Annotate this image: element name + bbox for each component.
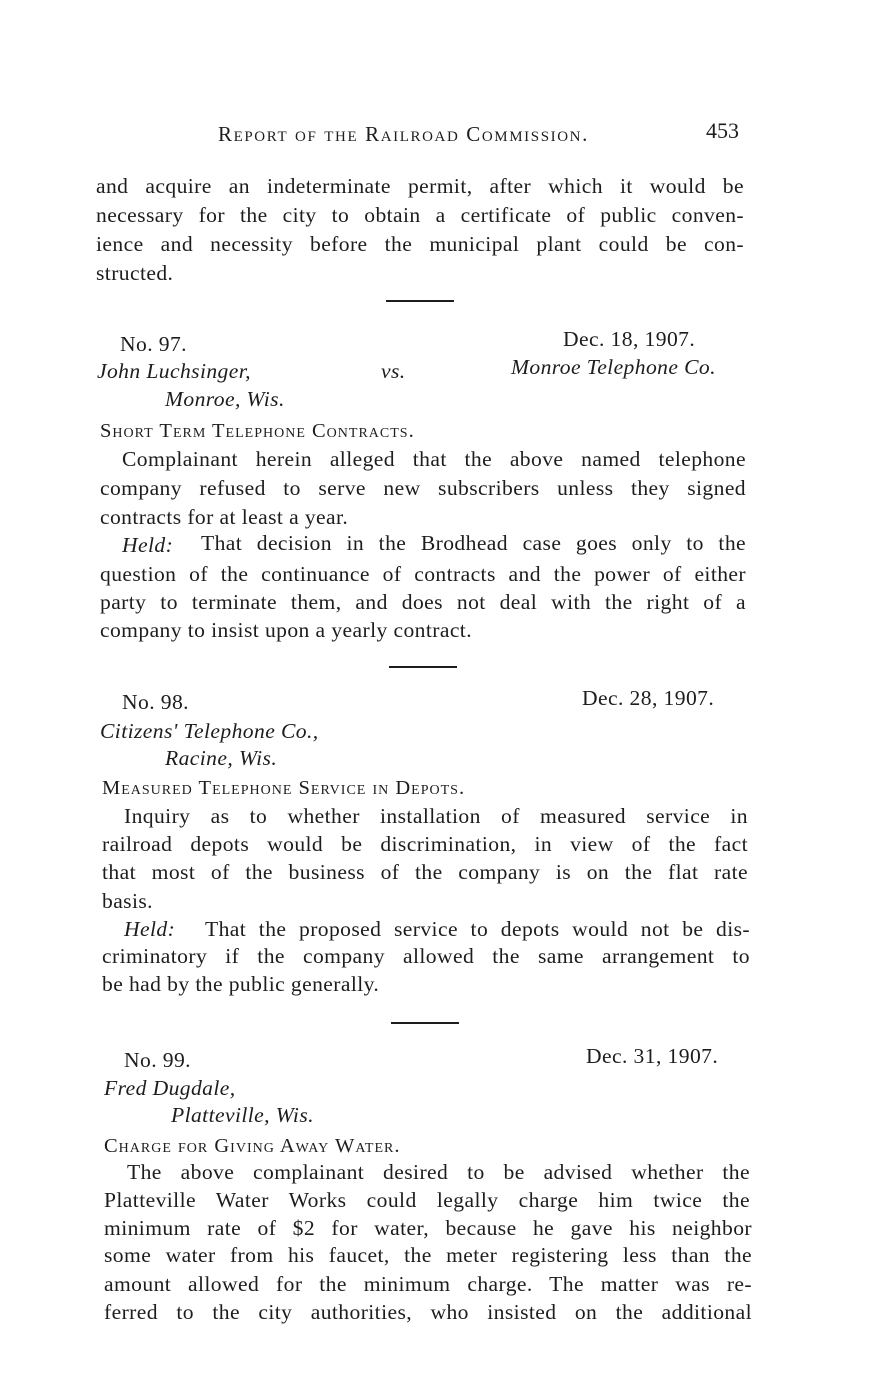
text-line: contracts for at least a year. [100,505,349,529]
case-date: Dec. 18, 1907. [563,327,696,351]
text-line: That the proposed service to depots would not be dis- [205,917,750,941]
case-heading: Short Term Telephone Contracts. [100,420,415,442]
text-line: minimum rate of $2 for water, because he gave his neighbor [104,1216,752,1240]
respondent: Monroe Telephone Co. [511,355,716,379]
complainant: John Luchsinger, [97,359,251,383]
case-heading: Measured Telephone Service in Depots. [102,777,466,799]
text-line: That decision in the Brodhead case goes only to the [201,531,746,555]
text-line: amount allowed for the minimum charge. The matter was re- [104,1272,752,1296]
text-line: and acquire an indeterminate permit, after which it would be [96,174,744,198]
held-label: Held: [124,917,176,941]
text-line: necessary for the city to obtain a certificate of public conven- [96,203,744,227]
case-heading: Charge for Giving Away Water. [104,1135,401,1157]
text-line: some water from his faucet, the meter registering less than the [104,1243,752,1267]
text-line: question of the continuance of contracts and the power of either [100,562,746,586]
text-line: railroad depots would be discrimination, in view of the fact [102,832,748,856]
text-line: ferred to the city authorities, who insisted on the additional [104,1300,752,1324]
page-number: 453 [706,118,739,143]
case-number: No. 99. [124,1048,191,1072]
case-date: Dec. 28, 1907. [582,686,715,710]
text-line: Platteville Water Works could legally charge him twice the [104,1188,750,1212]
text-line: Complainant herein alleged that the above named telephone [122,447,746,471]
text-line: Inquiry as to whether installation of measured service in [124,804,748,828]
section-divider [386,300,454,302]
text-line: party to terminate them, and does not deal with the right of a [100,590,746,614]
text-line: criminatory if the company allowed the same arrangement to [102,944,750,968]
text-line: structed. [96,261,174,285]
case-date: Dec. 31, 1907. [586,1044,719,1068]
text-line: basis. [102,889,153,913]
complainant: Citizens' Telephone Co., [100,719,319,743]
location: Monroe, Wis. [165,387,285,411]
case-number: No. 97. [120,332,187,356]
location: Racine, Wis. [165,746,278,770]
text-line: The above complainant desired to be advised whether the [127,1160,750,1184]
section-divider [391,1022,459,1024]
text-line: company to insist upon a yearly contract. [100,618,473,642]
case-number: No. 98. [122,690,189,714]
location: Platteville, Wis. [171,1103,314,1127]
section-divider [389,666,457,668]
versus-label: vs. [381,359,406,383]
text-line: be had by the public generally. [102,972,380,996]
text-line: ience and necessity before the municipal plant could be con- [96,232,744,256]
complainant: Fred Dugdale, [104,1076,236,1100]
text-line: company refused to serve new subscribers unless they signed [100,476,746,500]
held-label: Held: [122,533,174,557]
running-head: Report of the Railroad Commission. [218,122,589,146]
text-line: that most of the business of the company is on the flat rate [102,860,748,884]
